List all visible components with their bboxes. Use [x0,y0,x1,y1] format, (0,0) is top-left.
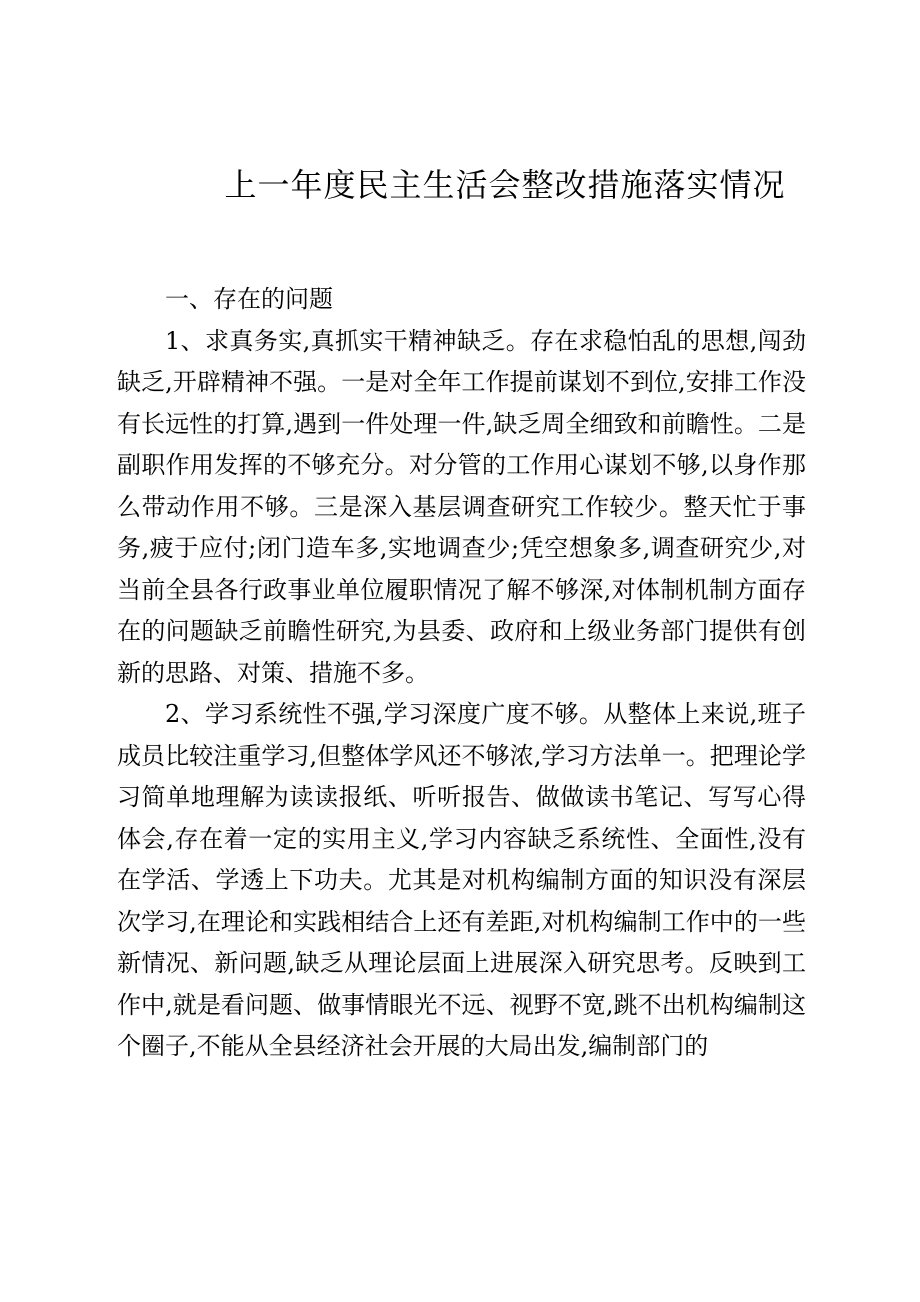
paragraph-2: 2、学习系统性不强,学习深度广度不够。从整体上来说,班子成员比较注重学习,但整体学风还不够浓,学习方法单一。把理论学习简单地理解为读读报纸、听听报告、做做读书笔记、写写心得体会,存在着一定的实用主义,学习内容缺乏系统性、全面性,没有在学活、学透上下功夫。尤其是对机构编制方面的知识没有深层次学习,在理论和实践相结合上还有差距,对机构编制工作中的一些新情况、新问题,缺乏从理论层面上进展深入研究思考。反映到工作中,就是看问题、做事情眼光不远、视野不宽,跳不出机构编制这个圈子,不能从全县经济社会开展的大局出发,编制部门的 [117,700,806,1060]
section-heading: 一、存在的问题 [165,285,333,313]
paragraph-1: 1、求真务实,真抓实干精神缺乏。存在求稳怕乱的思想,闯劲缺乏,开辟精神不强。一是对全年工作提前谋划不到位,安排工作没有长远性的打算,遇到一件处理一件,缺乏周全细致和前瞻性。二是副职作用发挥的不够充分。对分管的工作用心谋划不够,以身作那么带动作用不够。三是深入基层调查研究工作较少。整天忙于事务,疲于应付;闭门造车多,实地调查少;凭空想象多,调查研究少,对当前全县各行政事业单位履职情况了解不够深,对体制机制方面存在的问题缺乏前瞻性研究,为县委、政府和上级业务部门提供有创新的思路、对策、措施不多。 [117,326,806,687]
document-title: 上一年度民主生活会整改措施落实情况 [224,166,786,204]
document-body [117,279,806,1068]
